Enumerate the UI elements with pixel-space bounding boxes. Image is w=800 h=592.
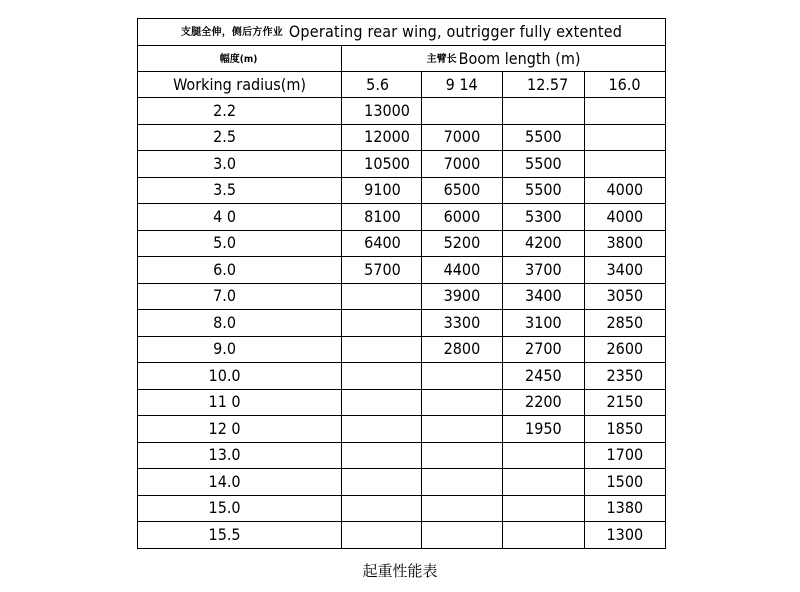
load-value-cell bbox=[342, 389, 421, 416]
table-title-en: Operating rear wing, outrigger fully extented bbox=[288, 22, 623, 41]
radius-cell: 5.0 bbox=[138, 230, 342, 257]
load-value-cell: 6000 bbox=[421, 204, 502, 231]
load-value-cell: 4000 bbox=[584, 177, 666, 204]
load-value-cell bbox=[342, 442, 421, 469]
radius-cell: 12 0 bbox=[138, 416, 342, 443]
radius-cell: 3.5 bbox=[138, 177, 342, 204]
load-value-cell: 4000 bbox=[584, 204, 666, 231]
load-value-cell bbox=[421, 416, 502, 443]
load-value-cell: 8100 bbox=[342, 204, 421, 231]
load-value-cell: 1500 bbox=[584, 469, 666, 496]
boom-header-en: Boom length (m) bbox=[458, 48, 581, 68]
radius-cell: 8.0 bbox=[138, 310, 342, 337]
load-value-cell bbox=[421, 522, 502, 549]
table-row bbox=[138, 124, 666, 151]
load-value-cell: 3400 bbox=[584, 257, 666, 284]
table-row bbox=[138, 442, 666, 469]
radius-header-zh-text: 幅度(m) bbox=[219, 53, 258, 65]
title-row bbox=[138, 19, 666, 46]
load-value-cell: 1950 bbox=[503, 416, 584, 443]
table-row bbox=[138, 336, 666, 363]
radius-cell: 13.0 bbox=[138, 442, 342, 469]
load-value-cell: 2800 bbox=[421, 336, 502, 363]
load-value-cell: 2850 bbox=[584, 310, 666, 337]
radius-cell: 7.0 bbox=[138, 283, 342, 310]
load-value-cell bbox=[503, 469, 584, 496]
load-value-cell: 1850 bbox=[584, 416, 666, 443]
radius-cell: 6.0 bbox=[138, 257, 342, 284]
load-value-cell: 13000 bbox=[342, 98, 421, 125]
load-chart-table bbox=[137, 18, 666, 549]
load-value-cell bbox=[503, 98, 584, 125]
load-value-cell: 6400 bbox=[342, 230, 421, 257]
table-row bbox=[138, 283, 666, 310]
radius-cell: 2.5 bbox=[138, 124, 342, 151]
radius-cell: 4 0 bbox=[138, 204, 342, 231]
table-title-zh: 支腿全伸，侧后方作业 bbox=[180, 27, 283, 38]
radius-cell: 11 0 bbox=[138, 389, 342, 416]
radius-cell: 3.0 bbox=[138, 151, 342, 178]
load-value-cell: 2450 bbox=[503, 363, 584, 390]
load-value-cell bbox=[421, 442, 502, 469]
table-row bbox=[138, 257, 666, 284]
load-value-cell bbox=[342, 522, 421, 549]
load-value-cell bbox=[421, 389, 502, 416]
load-value-cell: 5500 bbox=[503, 124, 584, 151]
table-row bbox=[138, 522, 666, 549]
radius-header-zh bbox=[138, 46, 342, 72]
load-value-cell bbox=[584, 124, 666, 151]
load-value-cell: 5500 bbox=[503, 151, 584, 178]
load-value-cell: 2700 bbox=[503, 336, 584, 363]
radius-cell: 14.0 bbox=[138, 469, 342, 496]
radius-cell: 15.5 bbox=[138, 522, 342, 549]
radius-cell: 2.2 bbox=[138, 98, 342, 125]
load-value-cell bbox=[503, 495, 584, 522]
boom-length-cell: 16.0 bbox=[584, 72, 666, 98]
load-value-cell: 2350 bbox=[584, 363, 666, 390]
boom-length-header bbox=[342, 46, 666, 72]
table-row bbox=[138, 495, 666, 522]
load-value-cell bbox=[584, 98, 666, 125]
load-value-cell bbox=[421, 495, 502, 522]
table-row bbox=[138, 363, 666, 390]
table-caption: 起重性能表 bbox=[362, 562, 438, 580]
radius-header-en: Working radius(m) bbox=[138, 72, 342, 98]
load-value-cell: 7000 bbox=[421, 151, 502, 178]
load-value-cell: 3050 bbox=[584, 283, 666, 310]
table-row bbox=[138, 389, 666, 416]
load-value-cell: 2200 bbox=[503, 389, 584, 416]
load-value-cell bbox=[584, 151, 666, 178]
load-value-cell: 3400 bbox=[503, 283, 584, 310]
load-value-cell: 7000 bbox=[421, 124, 502, 151]
load-value-cell bbox=[342, 363, 421, 390]
load-value-cell bbox=[421, 469, 502, 496]
table-row bbox=[138, 98, 666, 125]
load-value-cell: 1300 bbox=[584, 522, 666, 549]
load-value-cell: 5500 bbox=[503, 177, 584, 204]
load-value-cell: 3800 bbox=[584, 230, 666, 257]
load-value-cell: 2600 bbox=[584, 336, 666, 363]
header-row-2 bbox=[138, 72, 666, 98]
load-value-cell bbox=[421, 98, 502, 125]
load-value-cell: 5200 bbox=[421, 230, 502, 257]
load-value-cell: 3300 bbox=[421, 310, 502, 337]
load-value-cell: 1700 bbox=[584, 442, 666, 469]
load-value-cell: 3700 bbox=[503, 257, 584, 284]
load-value-cell bbox=[503, 442, 584, 469]
table-row bbox=[138, 151, 666, 178]
load-value-cell bbox=[342, 336, 421, 363]
load-value-cell: 2150 bbox=[584, 389, 666, 416]
load-value-cell bbox=[503, 522, 584, 549]
header-row-1 bbox=[138, 46, 666, 72]
load-value-cell: 10500 bbox=[342, 151, 421, 178]
load-value-cell: 6500 bbox=[421, 177, 502, 204]
table-row bbox=[138, 469, 666, 496]
load-value-cell: 4200 bbox=[503, 230, 584, 257]
radius-cell: 10.0 bbox=[138, 363, 342, 390]
table-row bbox=[138, 177, 666, 204]
table-row bbox=[138, 416, 666, 443]
table-row bbox=[138, 230, 666, 257]
table-title bbox=[138, 19, 666, 46]
table-row bbox=[138, 204, 666, 231]
load-chart-body bbox=[138, 19, 666, 549]
boom-length-cell: 5.6 bbox=[342, 72, 421, 98]
load-value-cell: 1380 bbox=[584, 495, 666, 522]
load-value-cell: 4400 bbox=[421, 257, 502, 284]
load-value-cell bbox=[342, 310, 421, 337]
load-value-cell: 3900 bbox=[421, 283, 502, 310]
load-value-cell bbox=[342, 469, 421, 496]
boom-length-cell: 12.57 bbox=[503, 72, 584, 98]
load-value-cell: 9100 bbox=[342, 177, 421, 204]
load-value-cell bbox=[342, 283, 421, 310]
radius-cell: 9.0 bbox=[138, 336, 342, 363]
boom-length-cell: 9 14 bbox=[421, 72, 502, 98]
load-value-cell bbox=[342, 495, 421, 522]
load-value-cell bbox=[421, 363, 502, 390]
load-value-cell: 12000 bbox=[342, 124, 421, 151]
radius-cell: 15.0 bbox=[138, 495, 342, 522]
table-row bbox=[138, 310, 666, 337]
load-value-cell bbox=[342, 416, 421, 443]
boom-header-zh: 主臂长 bbox=[426, 53, 457, 65]
load-value-cell: 5700 bbox=[342, 257, 421, 284]
load-value-cell: 3100 bbox=[503, 310, 584, 337]
load-value-cell: 5300 bbox=[503, 204, 584, 231]
